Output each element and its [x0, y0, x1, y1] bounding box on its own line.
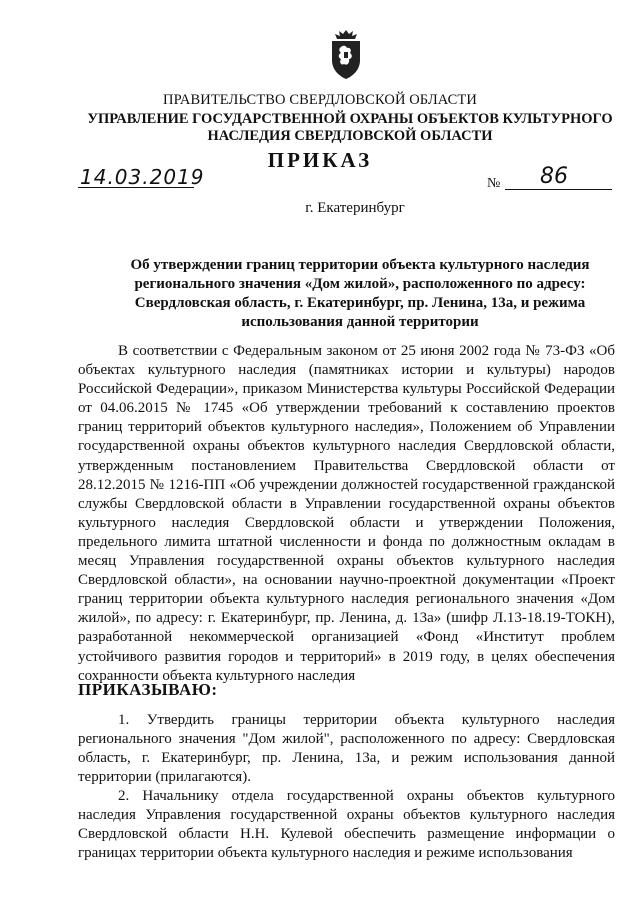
number-label: № — [487, 176, 501, 191]
order-item-1: 1. Утвердить границы территории объекта культурного наследия регионального значения "Дом жилой", расположенного по адресу: Свердловская область, г. Екатеринбург, пр. Ленина, 13а, и режим использования данной территории (прилагаются). — [78, 712, 615, 786]
order-item-2: 2. Начальнику отдела государственной охраны объектов культурного наследия Управления государственной охраны объектов культурного наследия Свердловской области Н.Н. Кулевой обеспечить размещение информации о границах территории объекта культурного наследия и режиме использования — [78, 788, 615, 862]
date-underline — [78, 187, 194, 188]
order-heading: ПРИКАЗЫВАЮ: — [78, 680, 218, 699]
number-underline — [505, 189, 612, 190]
handwritten-date: 14.03.2019 — [80, 165, 205, 189]
document-type: ПРИКАЗ — [267, 148, 373, 172]
city: г. Екатеринбург — [305, 200, 405, 216]
preamble-paragraph: В соответствии с Федеральным законом от 25 июня 2002 года № 73-ФЗ «Об объектах культурного наследия (памятниках истории и культуры) народов Российской Федерации», приказом Министерства культуры Российской Федерации от 04.06.2015 № 1745 «Об утверждении требований к составлению проектов границ территорий объектов культурного наследия», Положением об Управлении государственной охраны объектов культурного наследия Свердловской области, утвержденным постановлением Правительства Свердловской области от 28.12.2015 № 1216-ПП «Об учреждении должностей государственной гражданской службы Свердловской области в Управлении государственной охраны объектов культурного наследия Свердловской области и утверждении Положения, предельного лимита штатной численности и фонда по должностным окладам в месяц Управления государственной охраны объектов культурного наследия Свердловской области», на основании научно-проектной документации «Проект границ территории объекта культурного наследия регионального значения «Дом жилой», по адресу: г. Екатеринбург, пр. Ленина, д. 13а» (шифр Л.13-18.19-ТОКН), разработанной некоммерческой организацией «Фонд «Институт проблем устойчивого развития городов и территорий» в 2019 году, в целях обеспечения сохранности объекта культурного наследия — [78, 343, 615, 684]
department-name: УПРАВЛЕНИЕ ГОСУДАРСТВЕННОЙ ОХРАНЫ ОБЪЕКТОВ КУЛЬТУРНОГО НАСЛЕДИЯ СВЕРДЛОВСКОЙ ОБЛАСТИ — [87, 111, 613, 144]
handwritten-number: 86 — [540, 164, 568, 189]
coat-of-arms-emblem — [326, 28, 366, 80]
order-subject: Об утверждении границ территории объекта культурного наследия регионального значения «Дом жилой», расположенного по адресу: Свердловская область, г. Екатеринбург, пр. Ленина, 13а, и режима использования данной территории — [130, 257, 590, 330]
government-name: ПРАВИТЕЛЬСТВО СВЕРДЛОВСКОЙ ОБЛАСТИ — [163, 92, 477, 108]
